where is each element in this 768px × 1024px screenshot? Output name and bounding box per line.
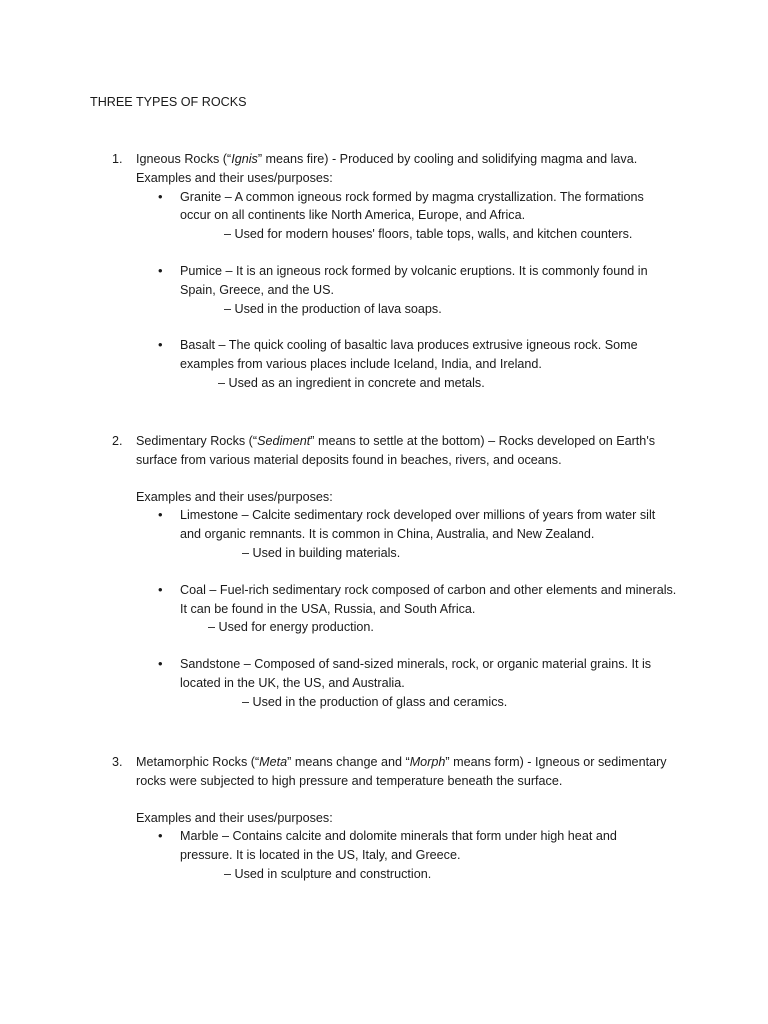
- bullet: •: [158, 337, 163, 353]
- bullet: •: [158, 581, 163, 597]
- section-heading: Sedimentary Rocks (“Sediment” means to settle at the bottom) – Rocks developed on Earth's: [136, 434, 656, 448]
- use-line: – Used for energy production.: [208, 620, 374, 635]
- section-number: 2.: [112, 434, 123, 448]
- section-text: Sedimentary Rocks (“Sediment” means to settle at the bottom) – Rocks developed on Earth's surface from various material deposits found in beaches, rivers, and oceans. Examples and their uses/purposes: • Limestone – Calcite sedimentary rock developed over millions of years from water silt and organic remnants. It is common in China, Australia, and New Zealand. – Used in building materials. • Coal – Fuel-rich sedimentary rock composed of carbon and other elements and minerals. It can be found in the USA, Russia, and South Africa. – Used for energy production. • Sandstone – Composed of sand-sized minerals, rock, or organic material grains. It is located in the UK, the US, and Australia. – Used in the production of glass and ceramics.: [136, 432, 696, 712]
- document-title: THREE TYPES OF ROCKS: [90, 95, 247, 109]
- section-heading: Metamorphic Rocks (“Meta” means change and “Morph” means form) - Igneous or sedimentary: [136, 755, 667, 769]
- bullet: •: [158, 507, 163, 523]
- list-item: • Coal – Fuel-rich sedimentary rock composed of carbon and other elements and minerals. It can be found in the USA, Russia, and South Africa. – Used for energy production.: [136, 581, 696, 637]
- use-line: – Used in the production of lava soaps.: [224, 301, 442, 316]
- list-item: • Basalt – The quick cooling of basaltic lava produces extrusive igneous rock. Some examples from various places include Iceland, India, and Ireland. – Used as an ingredient in concrete and metals.: [136, 336, 696, 392]
- use-line: – Used for modern houses' floors, table tops, walls, and kitchen counters.: [224, 227, 633, 242]
- list-item: • Limestone – Calcite sedimentary rock developed over millions of years from water silt and organic remnants. It is common in China, Australia, and New Zealand. – Used in building materials.: [136, 506, 696, 562]
- bullet: •: [158, 828, 163, 844]
- section-text: Metamorphic Rocks (“Meta” means change and “Morph” means form) - Igneous or sedimentary rocks were subjected to high pressure and temperature beneath the surface. Examples and their uses/purposes: • Marble – Contains calcite and dolomite minerals that form under high heat and pressure. It is located in the US, Italy, and Greece. – Used in sculpture and construction.: [136, 753, 696, 884]
- section-number: 1.: [112, 152, 123, 166]
- use-line: – Used in sculpture and construction.: [224, 866, 432, 881]
- bullet: •: [158, 262, 163, 278]
- list-item: • Pumice – It is an igneous rock formed by volcanic eruptions. It is commonly found in Spain, Greece, and the US. – Used in the production of lava soaps.: [136, 262, 696, 318]
- bullet: •: [158, 188, 163, 204]
- list-item: • Granite – A common igneous rock formed by magma crystallization. The formations occur on all continents like North America, Europe, and Africa. – Used for modern houses' floors, table tops, walls, and kitchen counters.: [136, 188, 696, 244]
- examples-label: Examples and their uses/purposes:: [136, 810, 333, 825]
- use-line: – Used as an ingredient in concrete and metals.: [218, 375, 485, 390]
- examples-label: Examples and their uses/purposes:: [136, 170, 333, 185]
- list-item: • Marble – Contains calcite and dolomite minerals that form under high heat and pressure. It is located in the US, Italy, and Greece. – Used in sculpture and construction.: [136, 827, 696, 883]
- bullet: •: [158, 656, 163, 672]
- examples-label: Examples and their uses/purposes:: [136, 489, 333, 504]
- use-line: – Used in building materials.: [242, 545, 401, 560]
- section-number: 3.: [112, 755, 123, 769]
- use-line: – Used in the production of glass and ceramics.: [242, 694, 508, 709]
- section-heading: Igneous Rocks (“Ignis” means fire) - Produced by cooling and solidifying magma and lava.: [136, 152, 638, 166]
- section-text: [136, 150, 696, 393]
- list-item: • Sandstone – Composed of sand-sized minerals, rock, or organic material grains. It is located in the UK, the US, and Australia. – Used in the production of glass and ceramics.: [136, 655, 696, 711]
